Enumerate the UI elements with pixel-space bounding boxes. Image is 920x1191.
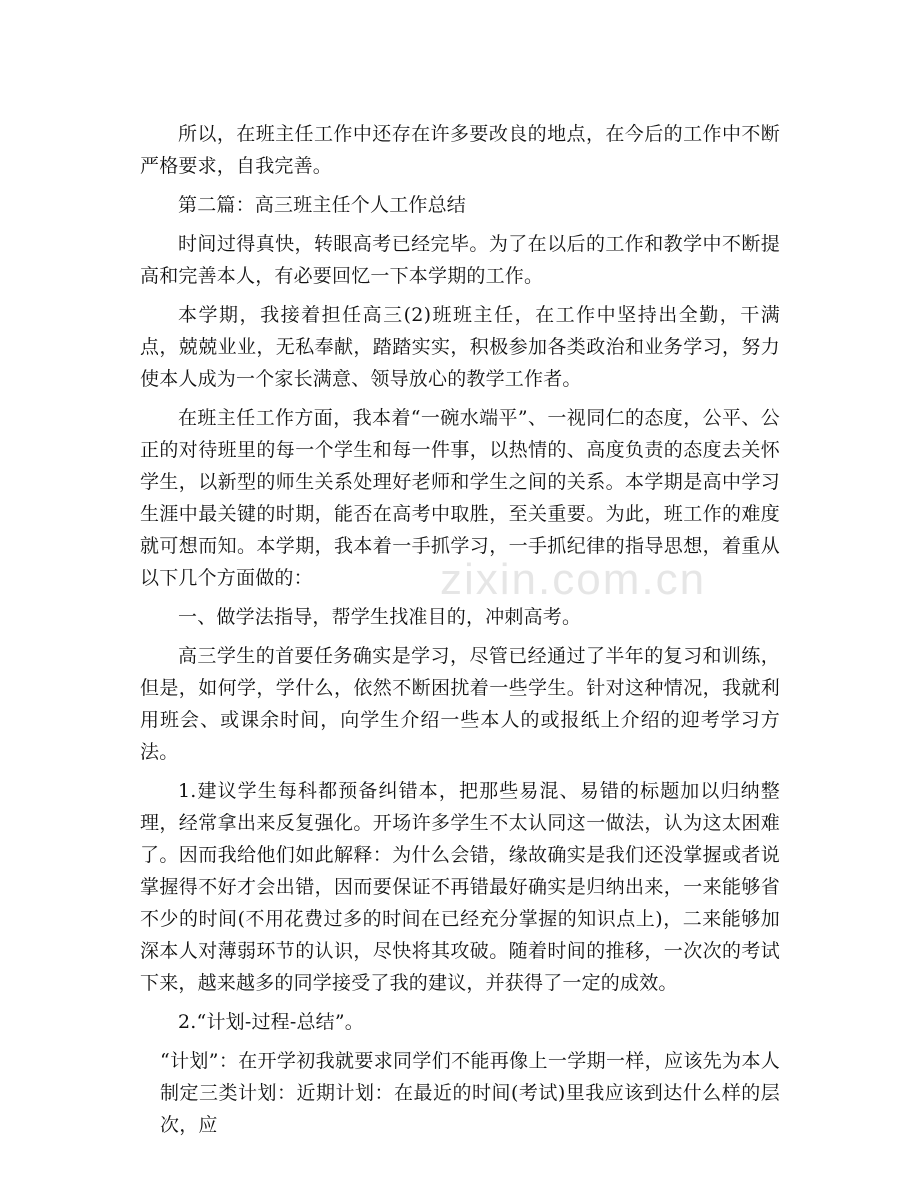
paragraph-approach: 在班主任工作方面，我本着“一碗水端平”、一视同仁的态度，公平、公正的对待班里的每一个学生和每一件事，以热情的、高度负责的态度去关怀学生，以新型的师生关系处理好老师和学生之间的关系。本学期是高中学习生涯中最关键的时期，能否在高考中取胜，至关重要。为此，班工作的难度就可想而知。本学期，我本着一手抓学习，一手抓纪律的指导思想，着重从以下几个方面做的： — [140, 407, 780, 589]
section-heading: 第二篇：高三班主任个人工作总结 — [178, 194, 467, 216]
paragraph-error-notebook: 1.建议学生每科都预备纠错本，把那些易混、易错的标题加以归纳整理，经常拿出来反复强化。开场许多学生不太认同这一做法，认为这太困难了。因而我给他们如此解释：为什么会错，缘故确实是我们还没掌握或者说掌握得不好才会出错，因而要保证不再错最好确实是归纳出来，一来能够省不少的时间(不用花费过多的时间在已经充分掌握的知识点上)，二来能够加深本人对薄弱环节的认识，尽快将其攻破。随着时间的推移，一次次的考试下来，越来越多的同学接受了我的建议，并获得了一定的成效。 — [140, 780, 780, 994]
subheading-plan-process-summary: 2.“计划-过程-总结”。 — [178, 1011, 364, 1033]
paragraph-duties: 本学期，我接着担任高三(2)班班主任，在工作中坚持出全勤，干满点，兢兢业业，无私奉献，踏踏实实，积极参加各类政治和业务学习，努力使本人成为一个家长满意、领导放心的教学工作者。 — [140, 304, 780, 390]
paragraph-plan: “计划”：在开学初我就要求同学们不能再像上一学期一样，应该先为本人制定三类计划：近期计划：在最近的时间(考试)里我应该到达什么样的层次，应 — [160, 1050, 780, 1136]
watermark: zixin.com.cn — [440, 555, 707, 604]
paragraph-intro: 时间过得真快，转眼高考已经完毕。为了在以后的工作和教学中不断提高和完善本人，有必要回忆一下本学期的工作。 — [140, 233, 780, 287]
document-body — [140, 118, 780, 1148]
paragraph-study-task: 高三学生的首要任务确实是学习，尽管已经通过了半年的复习和训练，但是，如何学，学什么，依然不断困扰着一些学生。针对这种情况，我就利用班会、或课余时间，向学生介绍一些本人的或报纸上介绍的迎考学习方法。 — [140, 645, 780, 763]
paragraph-conclusion: 所以，在班主任工作中还存在许多要改良的地点，在今后的工作中不断严格要求，自我完善。 — [140, 123, 780, 177]
subheading-study-guidance: 一、做学法指导，帮学生找准目的，冲刺高考。 — [178, 606, 582, 628]
